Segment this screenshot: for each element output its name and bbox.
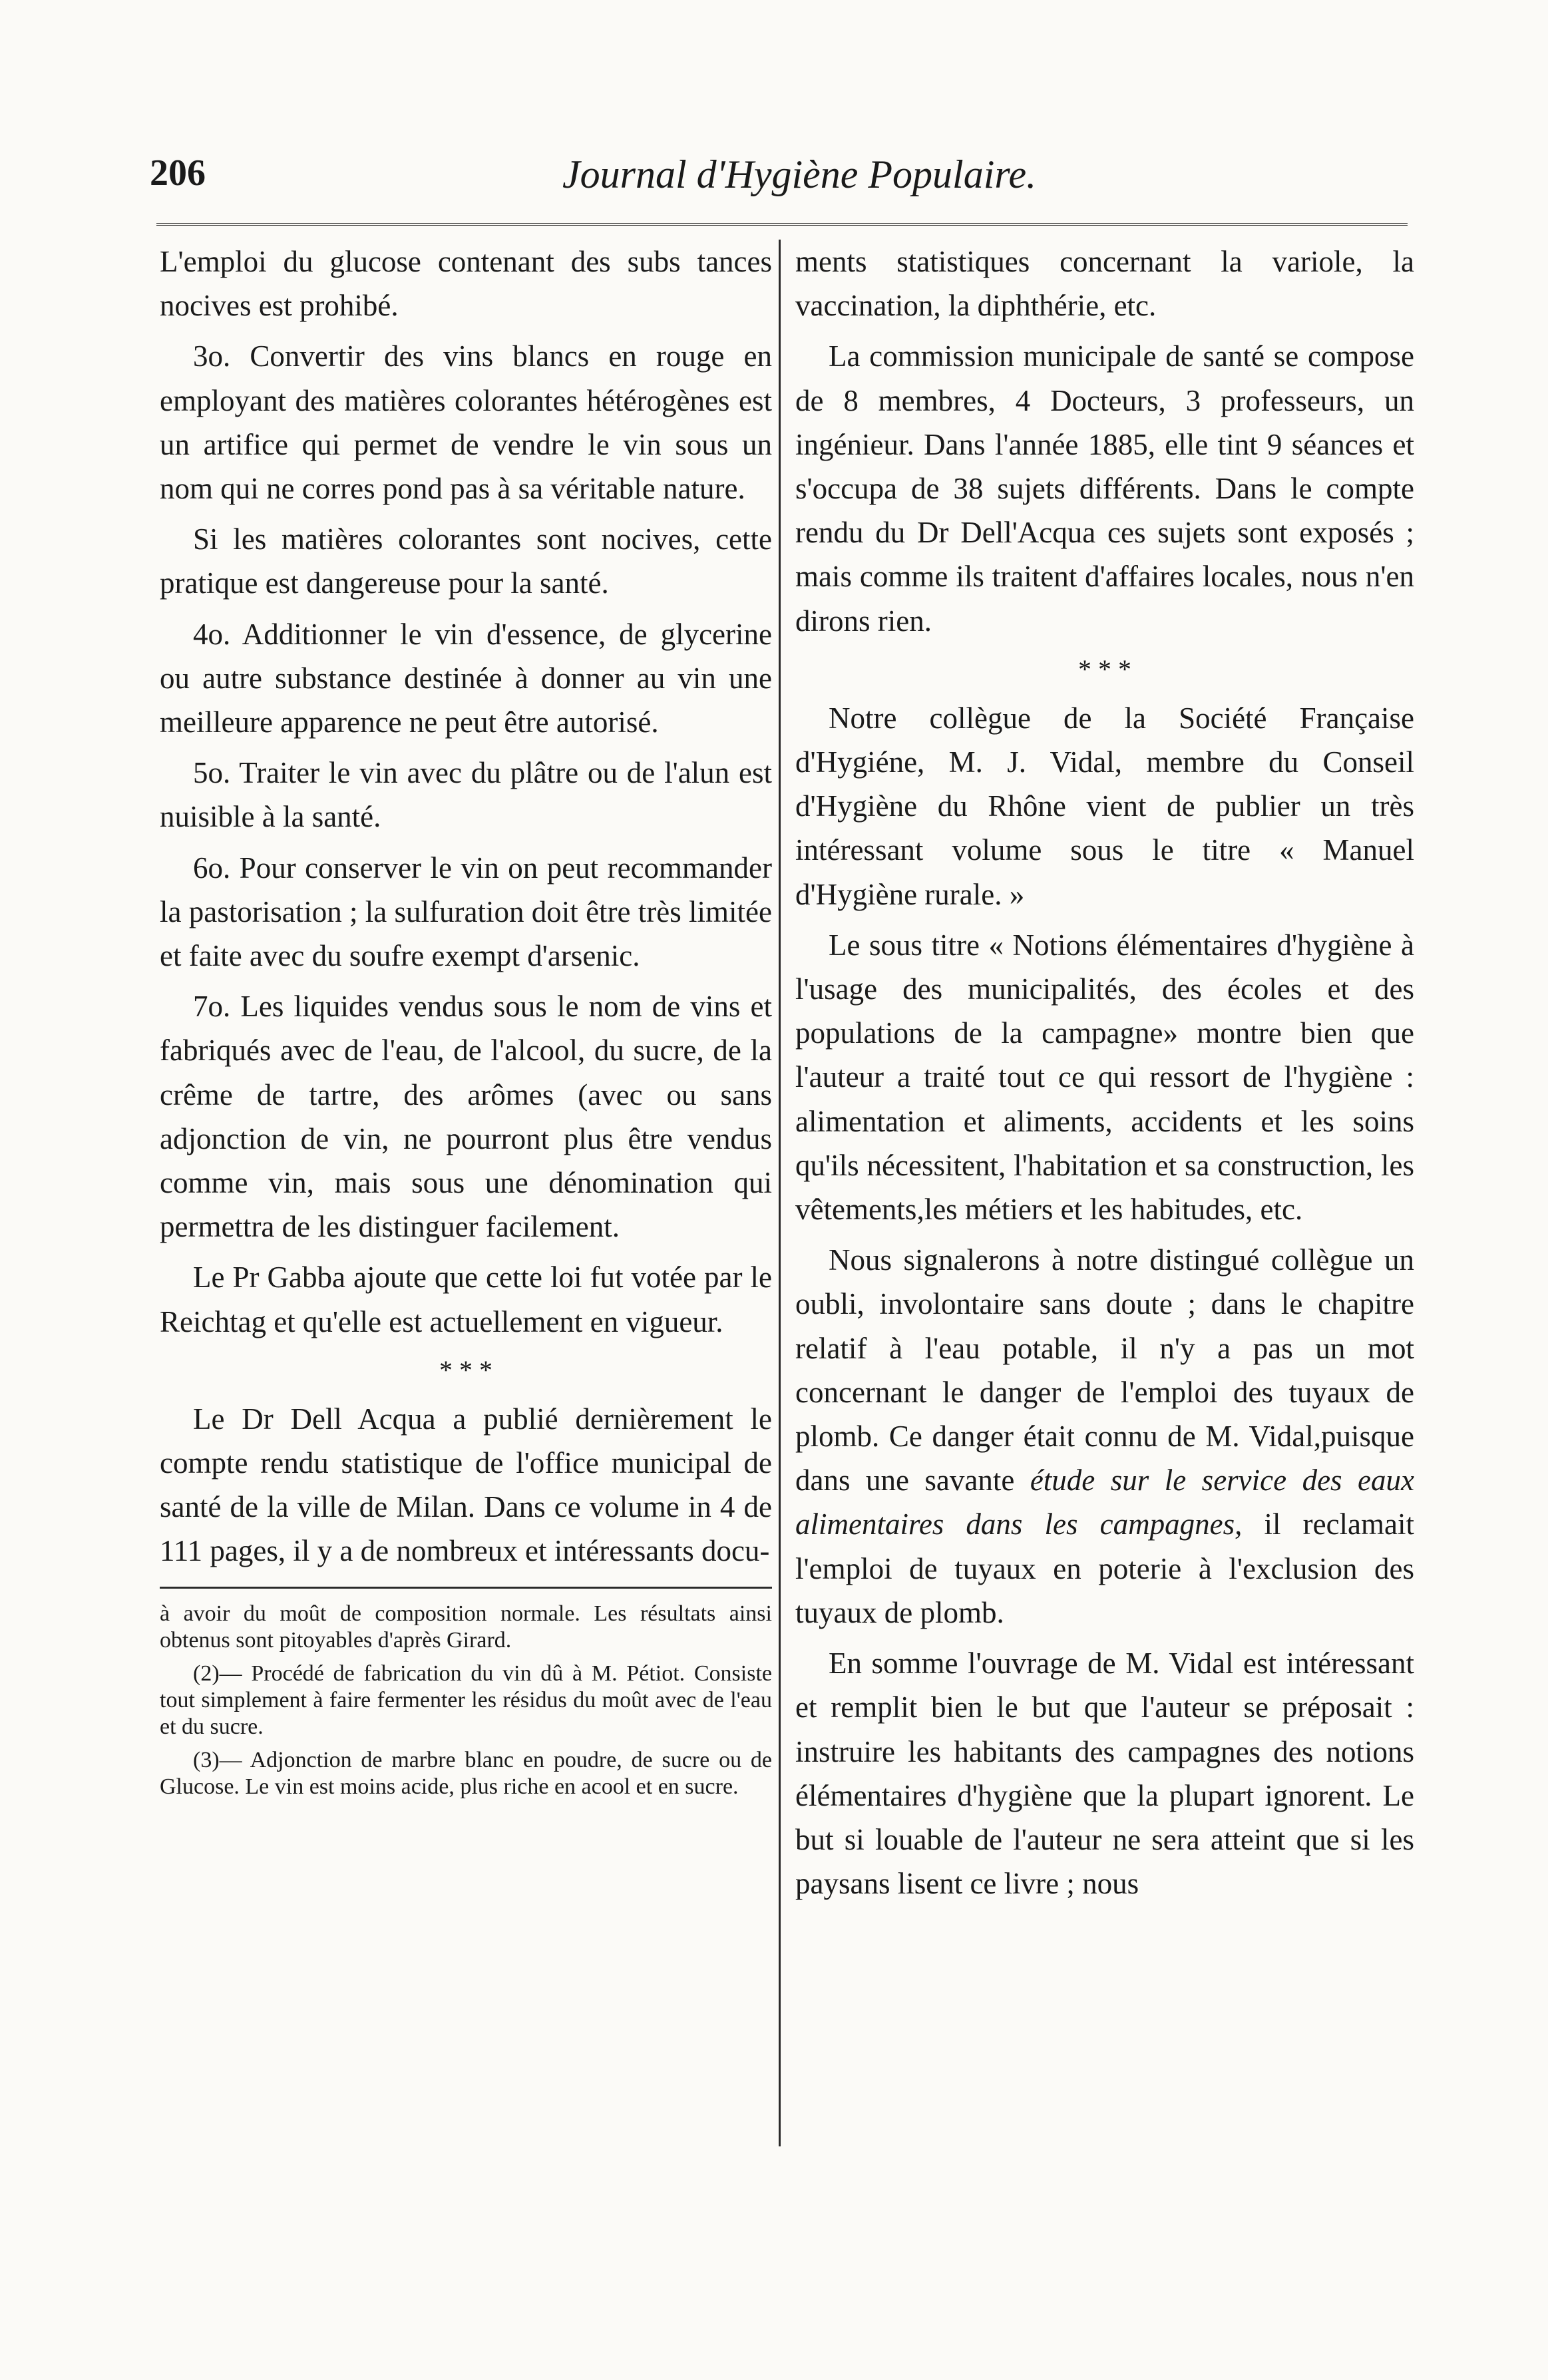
paragraph: En somme l'ouvrage de M. Vidal est intéressant et remplit bien le but que l'auteur se préposait : instruire les habitants des campagnes des notions élémentaires d'hygiène que la plupart ignorent. Le but si louable de l'auteur ne sera atteint que si les paysans lisent ce livre ; nous [795, 1647, 1414, 1901]
paragraph: Si les matières colorantes sont nocives, cette pratique est dangereuse pour la santé. [160, 522, 772, 600]
page-number: 206 [150, 152, 206, 194]
paragraph: 7o. Les liquides vendus sous le nom de vins et fabriqués avec de l'eau, de l'alcool, du sucre, de la crême de tartre, des arômes (avec ou sans adjonction de vin, ne pourront plus être vendus comme vin, mais sous une dénomination qui permettra de les distinguer facilement. [160, 990, 772, 1244]
footnote: (3)— Adjonction de marbre blanc en poudre, de sucre ou de Glucose. Le vin est moins acide, plus riche en acool et en sucre. [160, 1747, 772, 1799]
paragraph: Le Pr Gabba ajoute que cette loi fut votée par le Reichtag et qu'elle est actuellement en vigueur. [160, 1261, 772, 1338]
journal-title: Journal d'Hygiène Populaire. [562, 152, 1037, 196]
paragraph: Notre collègue de la Société Française d'Hygiéne, M. J. Vidal, membre du Conseil d'Hygiène du Rhône vient de publier un très intéressant volume sous le titre « Manuel d'Hygiène rurale. » [795, 701, 1414, 911]
paragraph: La commission municipale de santé se compose de 8 membres, 4 Docteurs, 3 professeurs, un ingénieur. Dans l'année 1885, elle tint 9 séances et s'occupa de 38 sujets différents. Dans le compte rendu du Dr Dell'Acqua ces sujets sont exposés ; mais comme ils traitent d'affaires locales, nous n'en dirons rien. [795, 339, 1414, 638]
footnote: à avoir du moût de composition normale. Les résultats ainsi obtenus sont pitoyables d'après Girard. [160, 1601, 772, 1653]
cited-title: étude sur le service des eaux alimentaires dans les campagnes, [795, 1464, 1414, 1541]
footnote: (2)— Procédé de fabrication du vin dû à M. Pétiot. Consiste tout simplement à faire fermenter les résidus du moût avec de l'eau et du sucre. [160, 1661, 772, 1739]
right-column [795, 240, 1414, 1912]
paragraph: ments statistiques concernant la variole, la vaccination, la diphthérie, etc. [795, 245, 1414, 323]
section-separator-stars: * * * [439, 1354, 492, 1385]
paragraph-text: il reclamait l'emploi de tuyaux en poterie à l'exclusion des tuyaux de plomb. [795, 1507, 1414, 1629]
page-header [150, 152, 1414, 212]
paragraph [795, 1238, 1414, 1635]
left-column [160, 240, 772, 1807]
paragraph: 5o. Traiter le vin avec du plâtre ou de l'alun est nuisible à la santé. [160, 756, 772, 834]
paragraph-text: Nous signalerons à notre distingué collègue un oubli, involontaire sans doute ; dans le chapitre relatif à l'eau potable, il n'y a pas un mot concernant le danger de l'emploi des tuyaux de plomb. Ce danger était connu de M. Vidal,puisque dans une savante [795, 1243, 1414, 1497]
paragraph: Le sous titre « Notions élémentaires d'hygiène à l'usage des municipalités, des écoles et des populations de la campagne» montre bien que l'auteur a traité tout ce qui ressort de l'hygiène : alimentation et aliments, accidents et les soins qu'ils nécessitent, l'habitation et sa construction, les vêtements,les métiers et les habitudes, etc. [795, 928, 1414, 1227]
header-rule [156, 223, 1408, 226]
section-separator-stars: * * * [1078, 654, 1131, 684]
paragraph: 3o. Convertir des vins blancs en rouge en employant des matières colorantes hétérogènes est un artifice qui permet de vendre le vin sous un nom qui ne corres pond pas à sa véritable nature. [160, 339, 772, 506]
paragraph: 6o. Pour conserver le vin on peut recommander la pastorisation ; la sulfuration doit être très limitée et faite avec du soufre exempt d'arsenic. [160, 851, 772, 973]
footnote-rule [160, 1587, 772, 1589]
paragraph: 4o. Additionner le vin d'essence, de glycerine ou autre substance destinée à donner au vin une meilleure apparence ne peut être autorisé. [160, 617, 772, 739]
paragraph: L'emploi du glucose contenant des subs tances nocives est prohibé. [160, 245, 772, 323]
column-divider [779, 240, 781, 2146]
paragraph: Le Dr Dell Acqua a publié dernièrement le compte rendu statistique de l'office municipal de santé de la ville de Milan. Dans ce volume in 4 de 111 pages, il y a de nombreux et intéressants docu- [160, 1402, 772, 1568]
